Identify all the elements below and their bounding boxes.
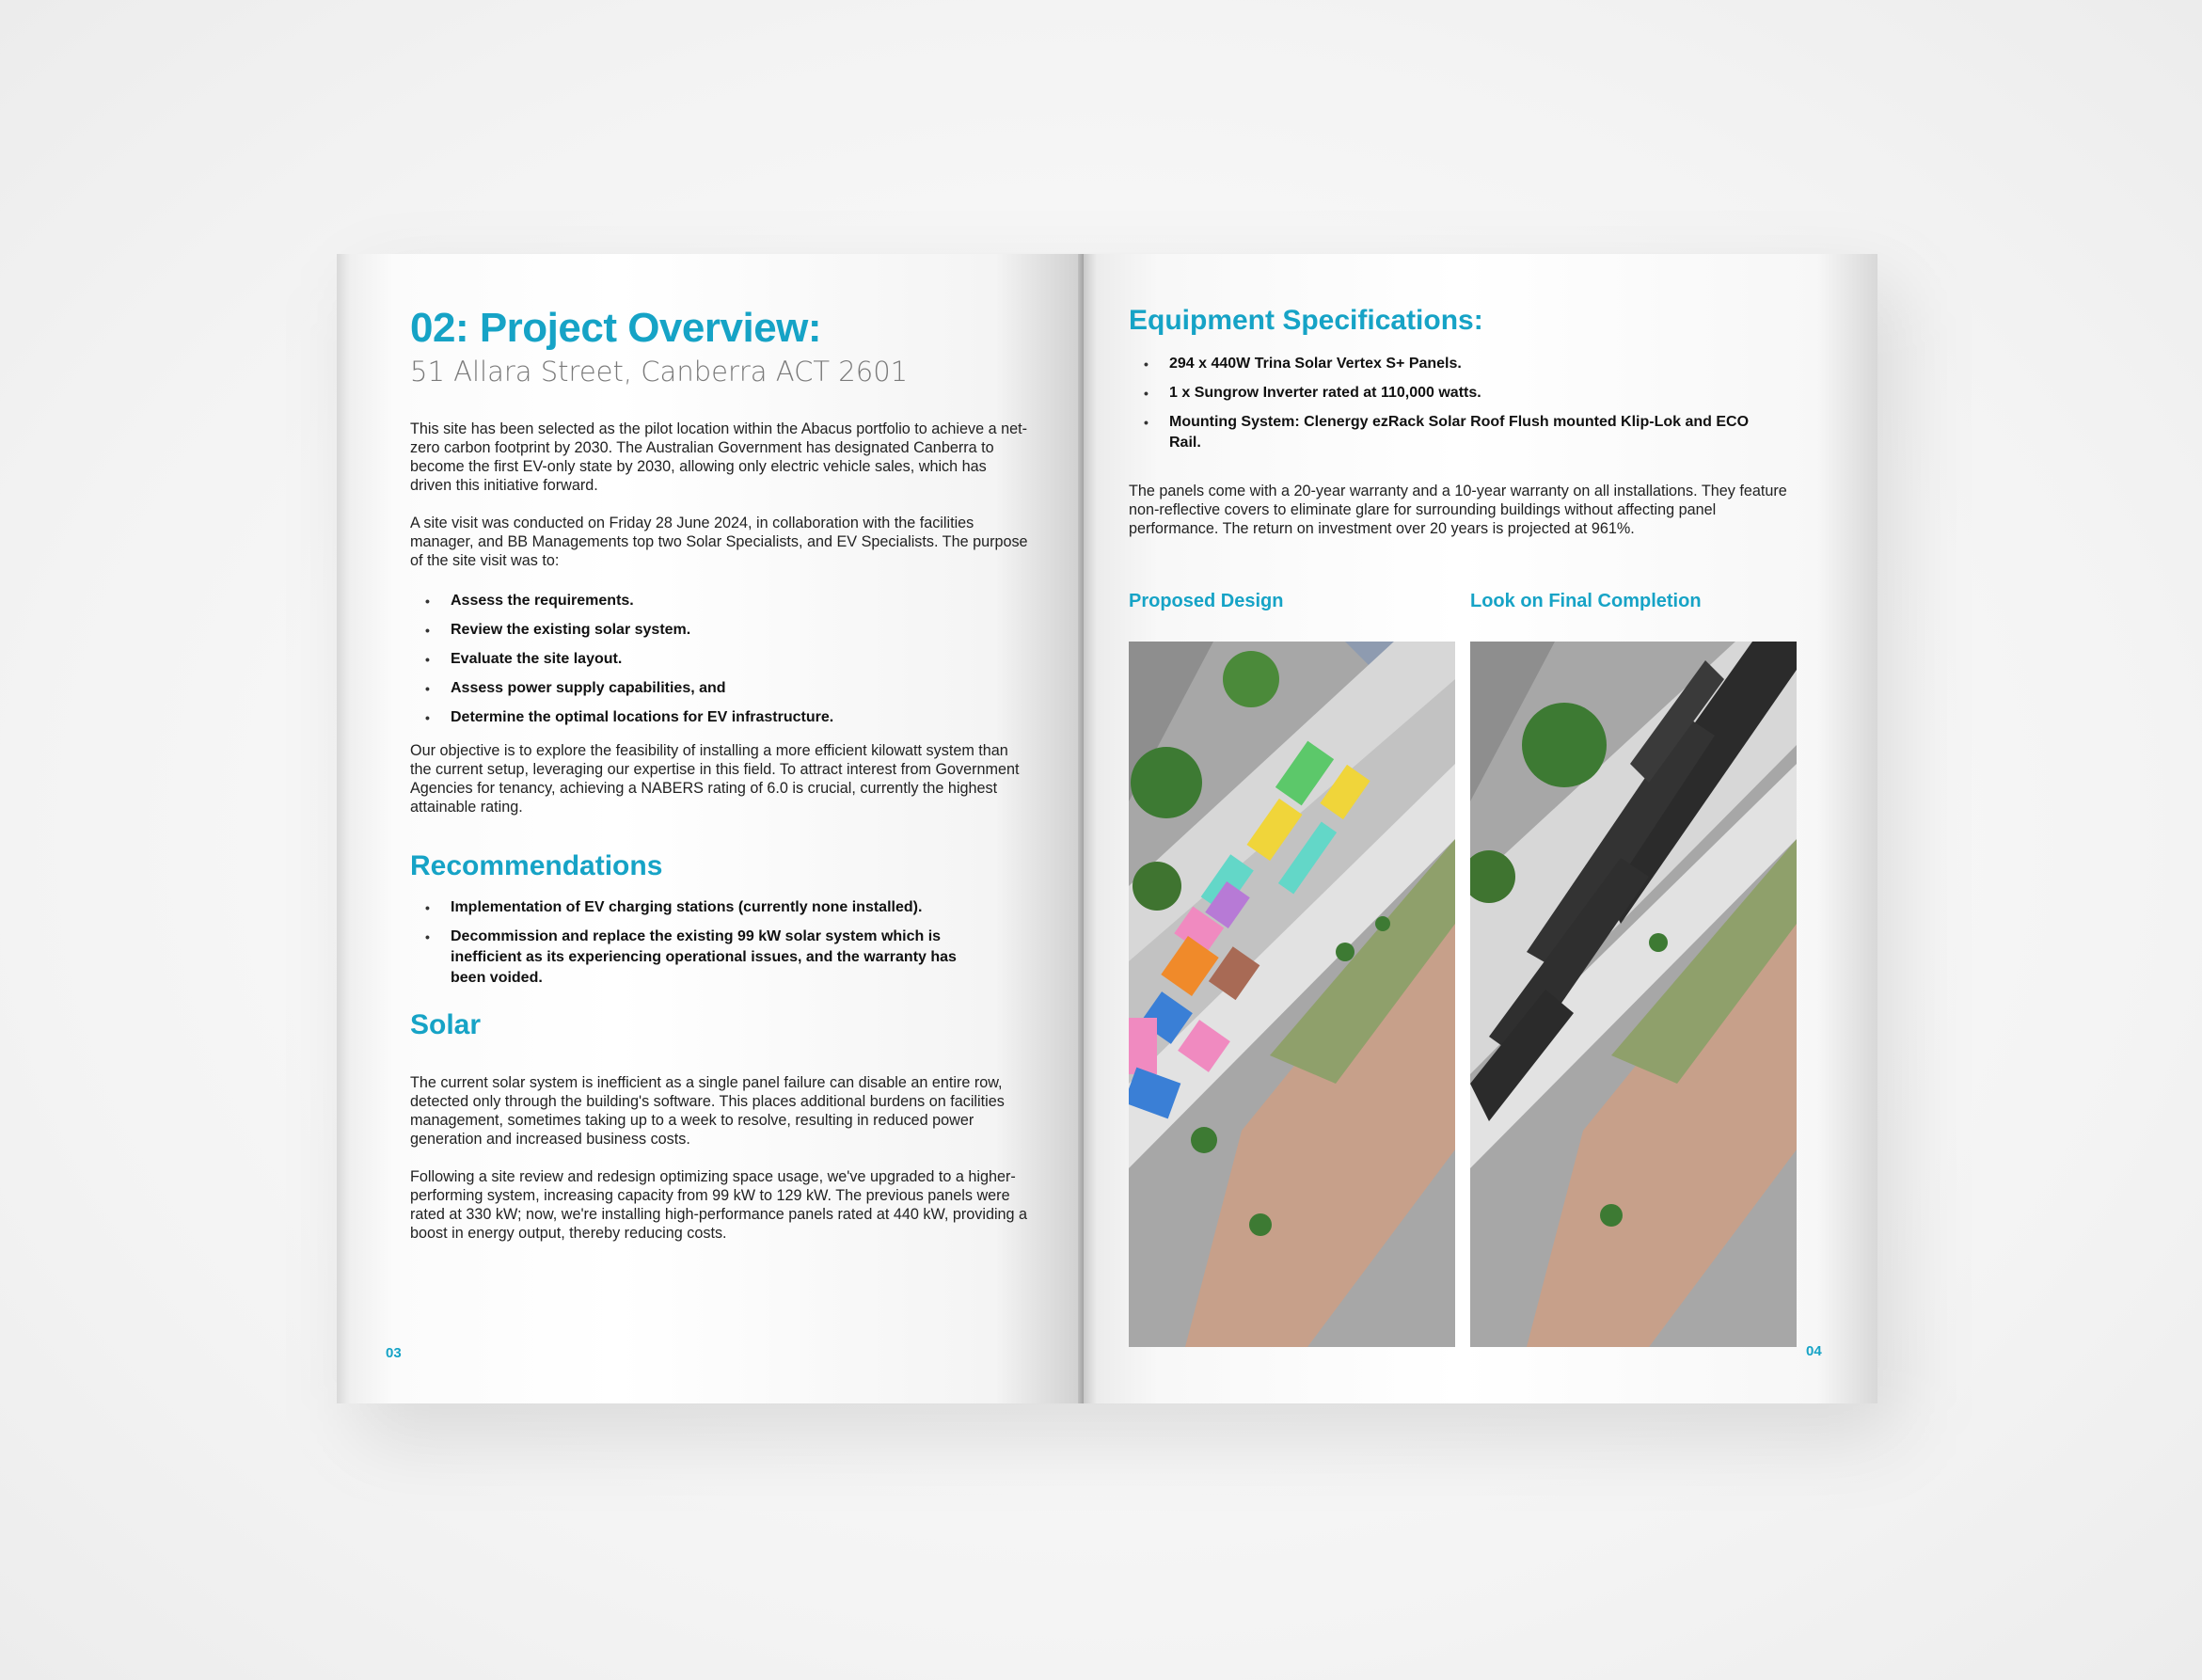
right-page	[1084, 254, 1877, 1403]
equipment-list	[1129, 354, 1750, 453]
proposed-design-label: Proposed Design	[1129, 591, 1284, 611]
recommendations-heading: Recommendations	[410, 850, 663, 881]
left-page-content	[410, 305, 1031, 1243]
list-item: • Decommission and replace the existing 99 kW solar system which is inefficient as its experiencing operational issues, and the warranty has been voided.	[410, 927, 974, 989]
list-item: • 294 x 440W Trina Solar Vertex S+ Panels.	[1129, 354, 1750, 374]
list-item: • Evaluate the site layout.	[410, 649, 1031, 670]
warranty-paragraph: The panels come with a 20-year warranty and a 10-year warranty on all installations. They feature non-reflective covers to eliminate glare for surrounding buildings without affecting panel performance. The return on investment over 20 years is projected at 961%.	[1129, 483, 1787, 537]
final-completion-label: Look on Final Completion	[1470, 591, 1702, 611]
list-item: • Assess the requirements.	[410, 591, 1031, 611]
site-visit-list	[410, 591, 1031, 728]
solar-paragraph-2: Following a site review and redesign optimizing space usage, we've upgraded to a higher-performing system, increasing capacity from 99 kW to 129 kW. The previous panels were rated at 330 kW; now, we're installing high-performance panels rated at 440 kW, providing a boost in energy output, thereby reducing costs.	[410, 1168, 1028, 1242]
proposed-design-image	[1129, 642, 1455, 1347]
site-address: 51 Allara Street, Canberra ACT 2601	[410, 356, 909, 388]
solar-heading: Solar	[410, 1009, 482, 1040]
objective-paragraph: Our objective is to explore the feasibility of installing a more efficient kilowatt system than the current setup, leveraging our expertise in this field. To attract interest from Government Agencies for tenancy, achieving a NABERS rating of 6.0 is crucial, currently the highest attainable rating.	[410, 742, 1020, 816]
aerial-view-final	[1470, 642, 1797, 1347]
list-item: • Mounting System: Clenergy ezRack Solar Roof Flush mounted Klip-Lok and ECO Rail.	[1129, 412, 1750, 453]
list-item: • Review the existing solar system.	[410, 620, 1031, 641]
intro-paragraph: This site has been selected as the pilot location within the Abacus portfolio to achieve a net-zero carbon footprint by 2030. The Australian Government has designated Canberra to become the first EV-only state by 2030, allowing only electric vehicle sales, which has driven this initiative forward.	[410, 420, 1027, 494]
equipment-heading: Equipment Specifications:	[1129, 305, 1483, 336]
page-title: 02: Project Overview:	[410, 305, 822, 351]
site-visit-paragraph: A site visit was conducted on Friday 28 June 2024, in collaboration with the facilities manager, and BB Managements top two Solar Specialists, and EV Specialists. The purpose of the site visit was to:	[410, 515, 1028, 569]
solar-paragraph-1: The current solar system is inefficient as a single panel failure can disable an entire row, detected only through the building's software. This places additional burdens on facilities management, sometimes taking up to a week to resolve, resulting in reduced power generation and increased business costs.	[410, 1074, 1005, 1148]
list-item: • Assess power supply capabilities, and	[410, 678, 1031, 699]
page-number-right: 04	[1806, 1343, 1822, 1359]
recommendations-list	[410, 897, 974, 989]
list-item: • Implementation of EV charging stations (currently none installed).	[410, 897, 974, 918]
left-page	[337, 254, 1084, 1403]
list-item: • 1 x Sungrow Inverter rated at 110,000 watts.	[1129, 383, 1750, 404]
list-item: • Determine the optimal locations for EV infrastructure.	[410, 707, 1031, 728]
aerial-view-proposed	[1129, 642, 1455, 1347]
page-number-left: 03	[386, 1345, 402, 1361]
final-completion-image	[1470, 642, 1797, 1347]
right-page-content	[1129, 305, 1806, 538]
